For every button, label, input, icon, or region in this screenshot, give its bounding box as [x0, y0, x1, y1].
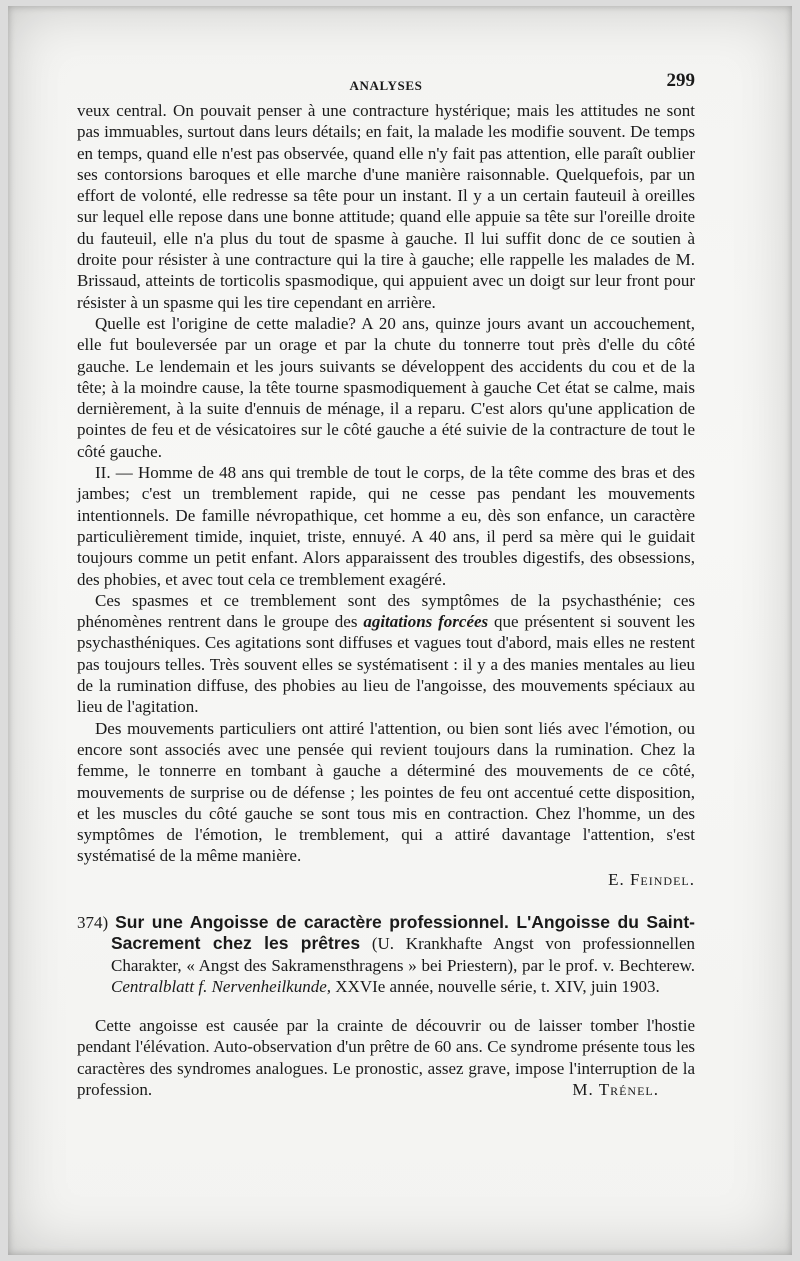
paragraph-origin: Quelle est l'origine de cette maladie? A 20 ans, quinze jours avant un accouchement, elle fut bouleversée par un orage et par la chute du tonnerre tout près d'elle du côté gauche. Le lendemain et les jours suivants se développent des accidents du cou et de la tête; à la moindre cause, la tête tourne spasmodiquement à gauche Cet état se calme, mais dernièrement, à la suite d'ennuis de ménage, il a reparu. C'est alors qu'une application de pointes de feu et de vésicatoires sur le côté gauche a été suivie de la contracture de tout le côté gauche.: [77, 313, 695, 461]
running-head: ANALYSES: [349, 78, 423, 93]
entry-journal: Centralblatt f. Nervenheilkunde,: [111, 976, 332, 996]
abstract-signature: M. Trénel.: [572, 1080, 659, 1100]
page-content: [77, 70, 695, 1100]
abstract-paragraph: [77, 1015, 695, 1100]
paragraph-text: Ces spasmes et ce tremblement sont des symptômes de la psychasthénie; ces phénomènes rentrent dans le groupe des: [77, 590, 695, 632]
scanned-page: [8, 6, 792, 1255]
author-signature: E. Feindel.: [608, 869, 695, 889]
entry-title: Sur une Angoisse de caractère professionnel. L'Angoisse du Saint-Sacrement chez les prêtres: [111, 911, 696, 954]
entry-number: 374): [77, 912, 109, 932]
bibliographic-entry: [77, 912, 695, 997]
entry-volume: XXVIe année, nouvelle série, t. XIV, juin 1903.: [331, 976, 660, 996]
paragraph-text: que présentent si souvent les psychasthéniques. Ces agitations sont diffuses et vagues tout d'abord, mais elles ne restent pas toujours telles. Très souvent elles se systématisent : il y a des manies mentales au lieu de la rumination diffuse, des phobies au lieu de l'angoisse, des mouvements spéciaux au lieu de l'agitation.: [77, 612, 695, 717]
page-number: 299: [666, 70, 695, 91]
entry-details: (U. Krankhafte Angst von professionnellen Charakter, « Angst des Sakramensthragens » bei Priestern), par le prof. v. Bechterew.: [111, 934, 695, 975]
paragraph-continuation: veux central. On pouvait penser à une contracture hystérique; mais les attitudes ne sont pas immuables, surtout dans leurs détails; en fait, la malade les modifie souvent. De temps en temps, quand elle n'est pas observée, quand elle n'y fait pas attention, elle paraît oublier ses contorsions baroques et elle marche d'une manière raisonnable. Quelquefois, par un effort de volonté, elle redresse sa tête pour un instant. Il y a un certain fauteuil à oreilles sur lequel elle repose dans une bonne attitude; quand elle appuie sa tête sur l'oreille droite du fauteuil, elle n'a plus du tout de spasme à gauche. Il lui suffit donc de ce soutien à droite pour résister à une contracture qui la tire à gauche; elle rappelle les malades de M. Brissaud, atteints de torticolis spasmodique, qui appuient avec un doigt sur leur front pour résister à un spasme qui les tire cependant en arrière.: [77, 101, 695, 312]
abstract-text: Cette angoisse est causée par la crainte de découvrir ou de laisser tomber l'hostie pendant l'élévation. Auto-observation d'un prêtre de 60 ans. Ce syndrome présente tous les caractères des syndromes analogues. Le pronostic, assez grave, impose l'interruption de la profession.: [77, 1016, 695, 1100]
page-header: [77, 70, 695, 96]
paragraph-psychasthenia: [77, 590, 695, 718]
paragraph-movements: Des mouvements particuliers ont attiré l'attention, ou bien sont liés avec l'émotion, ou encore sont associés avec une pensée qui revient toujours dans la rumination. Chez la femme, le tonnerre en tombant à gauche a déterminé des mouvements de ce côté, mouvements de surprise ou de défense ; les pointes de feu ont accentué cette disposition, et les muscles du côté gauche se sont tous mis en contraction. Chez l'homme, un des symptômes de l'émotion, le tremblement, qui a attiré davantage l'attention, s'est systématisé de la même manière.: [77, 718, 695, 866]
emphasis-term: agitations forcées: [363, 612, 489, 632]
paragraph-case-two: II. — Homme de 48 ans qui tremble de tout le corps, de la tête comme des bras et des jambes; c'est un tremblement rapide, qui ne cesse pas pendant les mouvements intentionnels. De famille névropathique, cet homme a eu, dès son enfance, un caractère particulièrement timide, inquiet, triste, ennuyé. A 40 ans, il perd sa mère qui le guidait toujours comme un petit enfant. Alors apparaissent des troubles digestifs, des obsessions, des phobies, et avec tout cela ce tremblement exagéré.: [77, 463, 695, 589]
